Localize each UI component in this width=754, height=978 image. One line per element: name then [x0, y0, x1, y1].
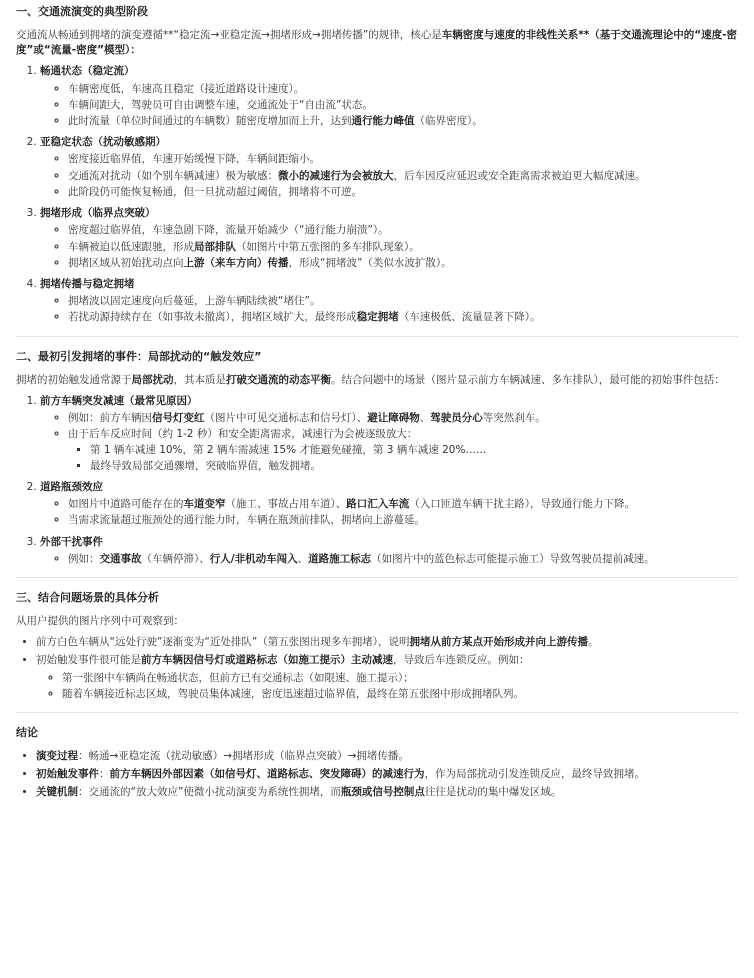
sub-bullet: ▪ 第 1 辆车减速 10%，第 2 辆车需减速 15% 才能避免碰撞，第 3 辆车减速 20%…… — [90, 443, 738, 458]
bullet: ◦ 车辆被迫以低速跟驰，形成局部排队（如图片中第五张图的多车排队现象）。 — [68, 240, 738, 255]
bullet: ◦ 拥堵波以固定速度向后蔓延，上游车辆陆续被“堵住”。 — [68, 294, 738, 309]
bullet: ◦ 此阶段仍可能恢复畅通，但一旦扰动超过阈值，拥堵将不可逆。 — [68, 185, 738, 200]
sub-bullet: ◦ 随着车辆接近标志区域，驾驶员集体减速，密度迅速超过临界值，最终在第五张图中形成拥堵队列。 — [62, 687, 738, 702]
bullet: • 初始触发事件：前方车辆因外部因素（如信号灯、道路标志、突发障碍）的减速行为，作为局部扰动引发连锁反应，最终导致拥堵。 — [36, 767, 738, 782]
bullet: ◦ 车辆密度低，车速高且稳定（接近道路设计速度）。 — [68, 82, 738, 97]
bullet: ◦ 拥堵区域从初始扰动点向上游（来车方向）传播，形成“拥堵波”（类似水波扩散）。 — [68, 256, 738, 271]
stage-bullets — [40, 82, 738, 130]
bullet: ◦ 此时流量（单位时间通过的车辆数）随密度增加而上升，达到通行能力峰值（临界密度）。 — [68, 114, 738, 129]
bullet: • 关键机制：交通流的“放大效应”使微小扰动演变为系统性拥堵，而瓶颈或信号控制点往往是扰动的集中爆发区域。 — [36, 785, 738, 800]
stage-list — [16, 64, 738, 325]
bullet: ◦ 例如：交通事故（车辆停滞）、行人/非机动车闯入、道路施工标志（如图片中的蓝色标志可能提示施工）导致驾驶员提前减速。 — [68, 552, 738, 567]
bullet: ◦ 若扰动源持续存在（如事故未撤离），拥堵区域扩大，最终形成稳定拥堵（车速极低、流量显著下降）。 — [68, 310, 738, 325]
bullet: • 演变过程：畅通→亚稳定流（扰动敏感）→拥堵形成（临界点突破）→拥堵传播。 — [36, 749, 738, 764]
bullet: ◦ 密度接近临界值，车速开始缓慢下降，车辆间距缩小。 — [68, 152, 738, 167]
bullet: • 初始触发事件很可能是前方车辆因信号灯或道路标志（如施工提示）主动减速，导致后车连锁反应。例如： ◦ 第一张图中车辆尚在畅通状态，但前方已有交通标志（如限速、施工提示）； ◦ 随着车辆接近标志区域，驾驶员集体减速，密度迅速超过临界值，最终在第五张图中形成拥堵队列。 — [36, 653, 738, 702]
section-2-intro: 拥堵的初始触发通常源于局部扰动，其本质是打破交通流的动态平衡。结合问题中的场景（图片显示前方车辆减速、多车排队），最可能的初始事件包括： — [16, 373, 725, 386]
bullet: • 前方白色车辆从“远处行驶”逐渐变为“近处排队”（第五张图出现多车拥堵），说明拥堵从前方某点开始形成并向上游传播。 — [36, 635, 738, 650]
trigger-title: 1. 前方车辆突发减速（最常见原因） — [40, 394, 198, 407]
stage-item — [40, 64, 738, 129]
stage-title: 1. 畅通状态（稳定流） — [40, 65, 135, 78]
sub-bullet: ▪ 最终导致局部交通骤增，突破临界值，触发拥堵。 — [90, 459, 738, 474]
stage-title: 3. 拥堵形成（临界点突破） — [40, 207, 156, 220]
bullet: ◦ 车辆间距大，驾驶员可自由调整车速，交通流处于“自由流”状态。 — [68, 98, 738, 113]
bullet: ◦ 交通流对扰动（如个别车辆减速）极为敏感：微小的减速行为会被放大，后车因反应延迟或安全距离需求被迫更大幅度减速。 — [68, 169, 738, 184]
section-3-title: 三、结合问题场景的具体分析 — [16, 591, 159, 604]
stage-title: 4. 拥堵传播与稳定拥堵 — [40, 278, 135, 290]
stage-item — [40, 206, 738, 271]
trigger-bullets — [40, 552, 738, 567]
divider — [16, 336, 738, 337]
bullet: ◦ 如图片中道路可能存在的车道变窄（施工、事故占用车道）、路口汇入车流（入口匝道车辆干扰主路），导致通行能力下降。 — [68, 497, 738, 512]
sub-bullets — [36, 671, 738, 702]
bullet: ◦ 例如：前方车辆因信号灯变红（图片中可见交通标志和信号灯）、避让障碍物、驾驶员分心等突然刹车。 — [68, 411, 738, 426]
section-2-title: 二、最初引发拥堵的事件：局部扰动的“触发效应” — [16, 349, 262, 363]
stage-bullets — [40, 152, 738, 200]
bullet: ◦ 由于后车反应时间（约 1-2 秒）和安全距离需求，减速行为会被逐级放大： ▪ 第 1 辆车减速 10%，第 2 辆车需减速 15% 才能避免碰撞，第 3 辆车减速 20%…… ▪ 最终导致局部交通骤增，突破临界值，触发拥堵。 — [68, 427, 738, 474]
trigger-bullets — [40, 411, 738, 474]
trigger-item — [40, 394, 738, 474]
divider — [16, 577, 738, 578]
trigger-item — [40, 535, 738, 567]
conclusion-list — [16, 749, 738, 801]
trigger-title: 2. 道路瓶颈效应 — [40, 480, 103, 493]
trigger-bullets — [40, 497, 738, 528]
stage-item — [40, 135, 738, 200]
conclusion-title: 结论 — [16, 726, 38, 740]
bullet: ◦ 当需求流量超过瓶颈处的通行能力时，车辆在瓶颈前排队，拥堵向上游蔓延。 — [68, 513, 738, 528]
trigger-title: 3. 外部干扰事件 — [40, 535, 103, 548]
divider — [16, 712, 738, 713]
section-1-title: 一、交通流演变的典型阶段 — [16, 5, 148, 18]
bullet: ◦ 密度超过临界值，车速急剧下降，流量开始减少（“通行能力崩溃”）。 — [68, 223, 738, 238]
trigger-item — [40, 480, 738, 529]
stage-bullets — [40, 223, 738, 271]
trigger-list — [16, 394, 738, 567]
sub-bullet: ◦ 第一张图中车辆尚在畅通状态，但前方已有交通标志（如限速、施工提示）； — [62, 671, 738, 686]
scene-analysis-list — [16, 635, 738, 702]
sub-bullets — [68, 443, 738, 473]
section-3-intro: 从用户提供的图片序列中可观察到： — [16, 614, 184, 627]
stage-item — [40, 277, 738, 326]
stage-bullets — [40, 294, 738, 325]
section-1-intro: 交通流从畅通到拥堵的演变遵循**“稳定流→亚稳定流→拥堵形成→拥堵传播”的规律，核心是车辆密度与速度的非线性关系**（基于交通流理论中的“速度-密度”或“流量-密度”模型）： — [16, 28, 738, 57]
stage-title: 2. 亚稳定状态（扰动敏感期） — [40, 136, 166, 149]
